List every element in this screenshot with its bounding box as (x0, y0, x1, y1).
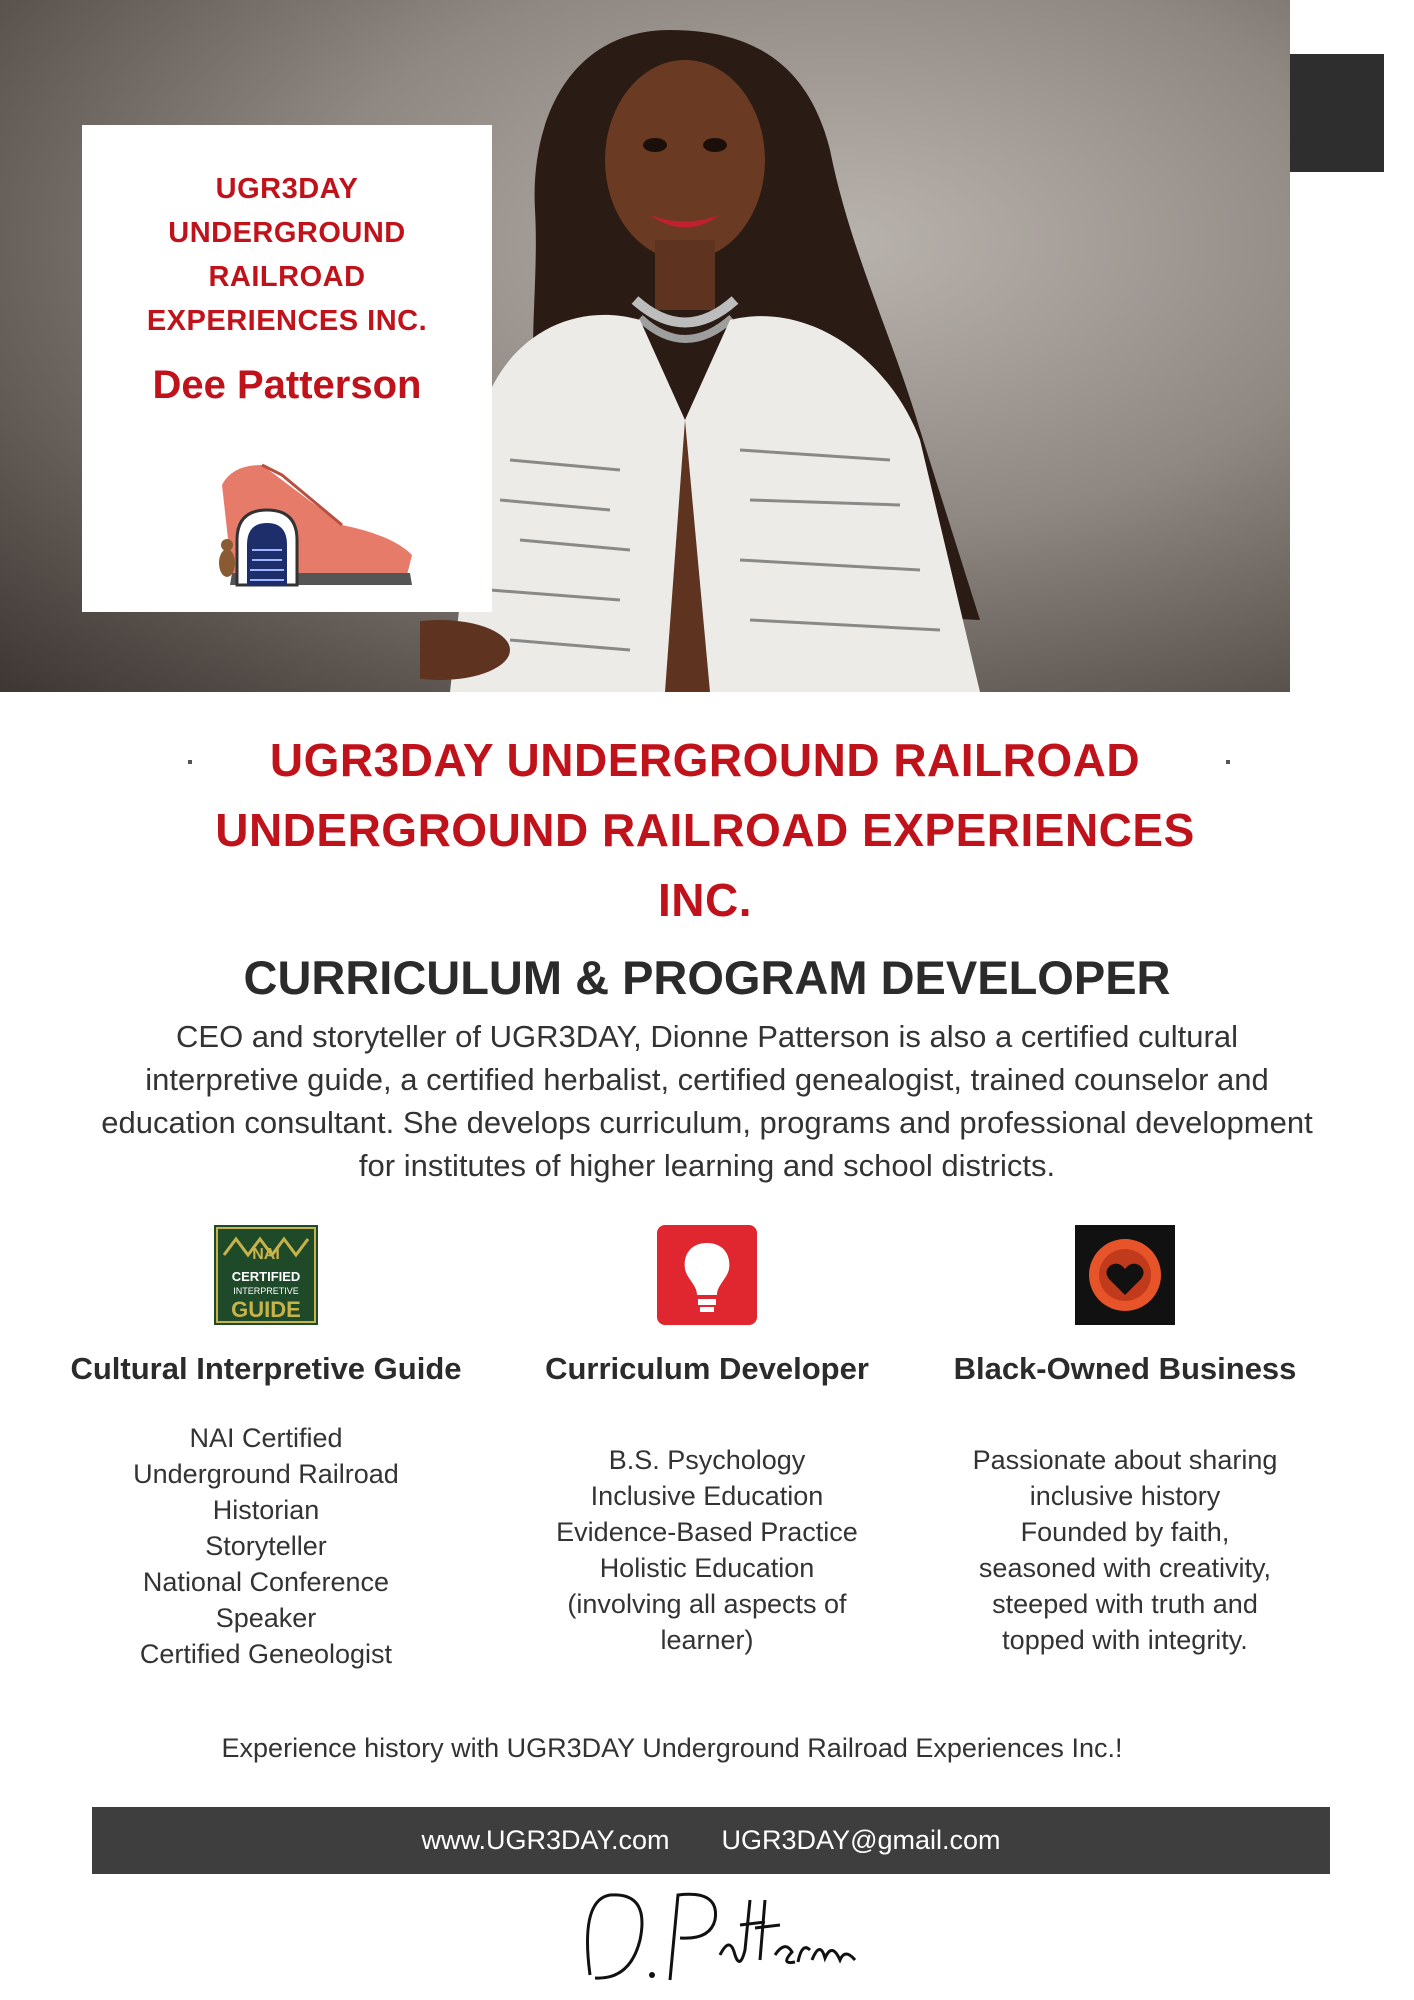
badge-text-nai: NAI (252, 1246, 280, 1263)
contact-bar (92, 1807, 1330, 1874)
column-title: Black-Owned Business (953, 1351, 1297, 1386)
certified-interpretive-guide-badge (214, 1225, 318, 1325)
logo-card (82, 125, 492, 612)
logo-company-name: UGR3DAY UNDERGROUND RAILROAD EXPERIENCES INC. (146, 173, 428, 337)
column-title: Cultural Interpretive Guide (70, 1351, 462, 1386)
headline-line-1: UGR3DAY UNDERGROUND RAILROAD (269, 734, 1141, 786)
list-item: Evidence-Based Practice (556, 1517, 858, 1547)
badge-text-guide: GUIDE (231, 1297, 301, 1322)
column-title: Curriculum Developer (545, 1351, 869, 1386)
list-item: NAI Certified (189, 1423, 343, 1453)
column-curriculum (507, 1225, 907, 1658)
list-item: Historian (212, 1495, 320, 1525)
website-link[interactable]: www.UGR3DAY.com (421, 1825, 670, 1855)
column-items (925, 1442, 1325, 1658)
list-item: (involving all aspects of (567, 1589, 847, 1619)
list-item: National Conference (142, 1567, 390, 1597)
intro-paragraph: CEO and storyteller of UGR3DAY, Dionne Patterson is also a certified cultural interpretive guide, a certified herbalist, certified genealogist, trained counselor and education consultant. She develops curriculum, programs and professional development for institutes of higher learning and school districts. (101, 1019, 1313, 1183)
email-link[interactable]: UGR3DAY@gmail.com (721, 1825, 1001, 1855)
headline (140, 725, 1270, 935)
badge-text-certified: CERTIFIED (231, 1269, 301, 1284)
list-item: seasoned with creativity, (978, 1553, 1272, 1583)
list-item: Inclusive Education (590, 1481, 824, 1511)
portrait-photo (420, 0, 1060, 692)
list-item: B.S. Psychology (608, 1445, 806, 1475)
hero-photo (0, 0, 1290, 692)
headline-line-2: UNDERGROUND RAILROAD EXPERIENCES (215, 804, 1195, 856)
column-items (66, 1420, 466, 1672)
heart-logo-icon (1073, 1225, 1177, 1325)
list-item: Certified Geneologist (139, 1639, 393, 1669)
list-item: Underground Railroad (133, 1459, 399, 1489)
column-black-owned (925, 1225, 1325, 1658)
page-subtitle: CURRICULUM & PROGRAM DEVELOPER (243, 951, 1171, 1004)
list-item: Passionate about sharing (972, 1445, 1278, 1475)
list-item: topped with integrity. (1002, 1625, 1248, 1655)
list-item: Speaker (215, 1603, 317, 1633)
list-item: Founded by faith, (1020, 1517, 1230, 1547)
list-item: learner) (660, 1625, 754, 1655)
handwritten-signature (570, 1880, 870, 1995)
list-item: Storyteller (205, 1531, 327, 1561)
column-cultural-guide (66, 1225, 466, 1672)
column-items (507, 1442, 907, 1658)
sneaker-tunnel-icon (202, 445, 422, 595)
badge-text-interpretive: INTERPRETIVE (233, 1286, 299, 1296)
list-item: Holistic Education (599, 1553, 815, 1583)
headline-line-3: INC. (658, 874, 752, 926)
list-item: steeped with truth and (992, 1589, 1258, 1619)
logo-person-name: Dee Patterson (152, 363, 422, 407)
decorative-block (1290, 54, 1384, 172)
tagline: Experience history with UGR3DAY Underground Railroad Experiences Inc.! (221, 1733, 1123, 1763)
lightbulb-icon (655, 1225, 759, 1325)
list-item: inclusive history (1029, 1481, 1221, 1511)
